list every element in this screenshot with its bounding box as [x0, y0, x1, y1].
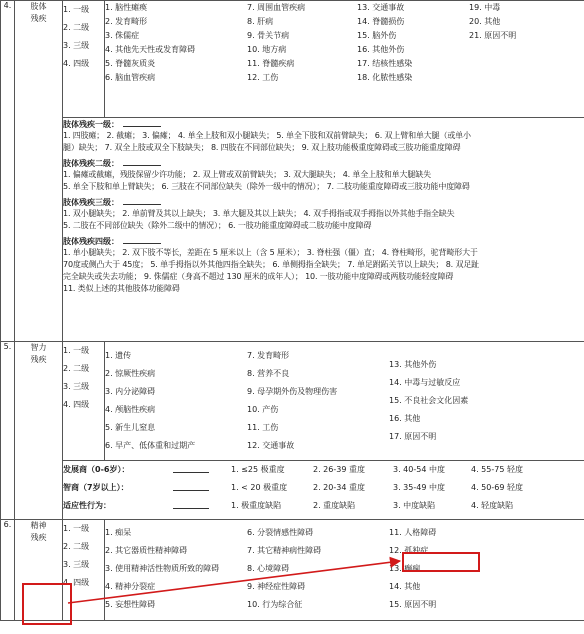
score-option[interactable]: 2. 20-34 重度	[313, 483, 365, 492]
grade-option[interactable]: 1. 一级	[63, 524, 90, 533]
cause-item[interactable]: 17. 结核性感染	[357, 59, 413, 68]
cause-item[interactable]: 3. 内分泌障碍	[105, 387, 156, 396]
cause-item[interactable]: 2. 其它器质性精神障碍	[105, 546, 188, 555]
cause-item[interactable]: 13. 交通事故	[357, 3, 405, 12]
score-label: 智商（7岁以上）：	[63, 483, 129, 492]
cause-item[interactable]: 15. 不良社会文化因素	[389, 396, 469, 405]
cause-item[interactable]: 5. 妄想性障碍	[105, 600, 156, 609]
criteria-heading: 肢体残疾一级：	[63, 118, 584, 130]
cause-item[interactable]: 1. 痴呆	[105, 528, 132, 537]
cause-item[interactable]: 3. 侏儒症	[105, 31, 140, 40]
cause-item[interactable]: 9. 骨关节病	[247, 31, 290, 40]
grade-option[interactable]: 4. 四级	[63, 578, 90, 587]
cause-item[interactable]: 14. 脊髓损伤	[357, 17, 405, 26]
score-label: 适应性行为：	[63, 501, 111, 510]
score-option[interactable]: 4. 50-69 轻度	[471, 483, 523, 492]
grade-option[interactable]: 4. 四级	[63, 400, 90, 409]
score-option[interactable]: 2. 重度缺陷	[313, 501, 356, 510]
criteria-line: 5. 二肢在不同部位缺失（除外二级中的情况）； 6. 一肢功能重度障碍或二肢功能中度障碍	[63, 221, 372, 230]
grade-option[interactable]: 1. 一级	[63, 346, 90, 355]
cause-item[interactable]: 13. 癫痫	[389, 564, 421, 573]
cause-item[interactable]: 10. 地方病	[247, 45, 287, 54]
criteria-heading: 肢体残疾四级：	[63, 235, 584, 247]
score-option[interactable]: 3. 40-54 中度	[393, 465, 445, 474]
grade-option[interactable]: 2. 二级	[63, 364, 90, 373]
cause-item[interactable]: 9. 母孕期外伤及物理伤害	[247, 387, 338, 396]
cause-item[interactable]: 21. 原因不明	[469, 31, 517, 40]
cause-item[interactable]: 10. 行为综合征	[247, 600, 303, 609]
score-option[interactable]: 1. ≤25 极重度	[231, 465, 285, 474]
cause-item[interactable]: 7. 周围血管疾病	[247, 3, 306, 12]
category-label: 精神 残疾	[15, 520, 63, 621]
criteria-line: 11. 类似上述的其他肢体功能障碍	[63, 284, 180, 293]
cause-item[interactable]: 12. 工伤	[247, 73, 279, 82]
cause-item[interactable]: 4. 精神分裂症	[105, 582, 156, 591]
grade-option[interactable]: 2. 二级	[63, 542, 90, 551]
cause-item[interactable]: 20. 其他	[469, 17, 501, 26]
score-option[interactable]: 4. 55-75 轻度	[471, 465, 523, 474]
cause-item[interactable]: 11. 工伤	[247, 423, 279, 432]
grade-option[interactable]: 2. 二级	[63, 23, 90, 32]
grade-option[interactable]: 4. 四级	[63, 59, 90, 68]
cause-item[interactable]: 9. 神经症性障碍	[247, 582, 306, 591]
cause-item[interactable]: 3. 使用精神活性物质所致的障碍	[105, 564, 220, 573]
section-number: 4.	[1, 1, 15, 342]
arrow-line	[68, 561, 400, 603]
cause-item[interactable]: 1. 脑性瘫痪	[105, 3, 148, 12]
cause-item[interactable]: 15. 原因不明	[389, 600, 437, 609]
score-option[interactable]: 4. 轻度缺陷	[471, 501, 514, 510]
criteria-line: 1. 单小腿缺失； 2. 双下肢不等长，差距在 5 厘米以上（含 5 厘米）； 3. 脊柱强（僵）直； 4. 脊柱畸形，驼背畸形大于	[63, 248, 478, 257]
cause-item[interactable]: 10. 产伤	[247, 405, 279, 414]
criteria-line: 1. 四肢瘫； 2. 截瘫； 3. 偏瘫； 4. 单全上肢和双小腿缺失； 5. 单全下肢和双前臂缺失； 6. 双上臂和单大腿（或单小	[63, 131, 471, 140]
grade-option[interactable]: 3. 三级	[63, 41, 90, 50]
cause-item[interactable]: 6. 早产、低体重和过期产	[105, 441, 196, 450]
score-option[interactable]: 3. 中度缺陷	[393, 501, 436, 510]
cause-item[interactable]: 6. 分裂情感性障碍	[247, 528, 314, 537]
cause-item[interactable]: 14. 中毒与过敏反应	[389, 378, 461, 387]
cause-item[interactable]: 4. 颅脑性疾病	[105, 405, 156, 414]
criteria-line: 完全缺失或失去功能； 9. 侏儒症（身高不超过 130 厘米的成年人）； 10. 一肢功能中度障碍或两肢功能轻度障碍	[63, 272, 454, 281]
cause-item[interactable]: 8. 肝病	[247, 17, 274, 26]
cause-item[interactable]: 13. 其他外伤	[389, 360, 437, 369]
score-label: 发展商（0-6岁）：	[63, 465, 130, 474]
criteria-line: 70度或侧凸大于 45度； 5. 单手拇指以外其他四指全缺失； 6. 单侧拇指全缺失； 7. 单足跗跖关节以上缺失； 8. 双足趾	[63, 260, 480, 269]
cause-item[interactable]: 12. 交通事故	[247, 441, 295, 450]
cause-item[interactable]: 1. 遗传	[105, 351, 132, 360]
cause-item[interactable]: 19. 中毒	[469, 3, 501, 12]
cause-item[interactable]: 14. 其他	[389, 582, 421, 591]
score-option[interactable]: 2. 26-39 重度	[313, 465, 365, 474]
cause-item[interactable]: 16. 其他	[389, 414, 421, 423]
criteria-line: 5. 单全下肢和单上臂缺失； 6. 三肢在不同部位缺失（除外一级中的情况）； 7. 二肢功能重度障碍或三肢功能中度障碍	[63, 182, 470, 191]
cause-item[interactable]: 8. 营养不良	[247, 369, 290, 378]
grade-option[interactable]: 1. 一级	[63, 5, 90, 14]
category-label: 肢体 残疾	[15, 1, 63, 342]
grade-option[interactable]: 3. 三级	[63, 560, 90, 569]
category-label: 智力 残疾	[15, 342, 63, 520]
score-option[interactable]: 1. < 20 极重度	[231, 483, 288, 492]
cause-item[interactable]: 15. 脑外伤	[357, 31, 397, 40]
cause-item[interactable]: 11. 脊髓疾病	[247, 59, 295, 68]
cause-item[interactable]: 2. 惊厥性疾病	[105, 369, 156, 378]
criteria-heading: 肢体残疾二级：	[63, 157, 584, 169]
criteria-line: 1. 偏瘫或截瘫，残肢保留少许功能； 2. 双上臂或双前臂缺失； 3. 双大腿缺失； 4. 单全上肢和单大腿缺失	[63, 170, 431, 179]
cause-item[interactable]: 16. 其他外伤	[357, 45, 405, 54]
cause-item[interactable]: 17. 原因不明	[389, 432, 437, 441]
grade-option[interactable]: 3. 三级	[63, 382, 90, 391]
cause-item[interactable]: 7. 其它精神病性障碍	[247, 546, 322, 555]
cause-item[interactable]: 4. 其他先天性或发育障碍	[105, 45, 196, 54]
cause-item[interactable]: 7. 发育畸形	[247, 351, 290, 360]
cause-item[interactable]: 6. 脑血管疾病	[105, 73, 156, 82]
section-number: 5.	[1, 342, 15, 520]
criteria-line: 腿）缺失； 7. 双全上肢或双全下肢缺失； 8. 四肢在不同部位缺失； 9. 双上肢功能极重度障碍或三肢功能重度障碍	[63, 143, 461, 152]
cause-item[interactable]: 18. 化脓性感染	[357, 73, 413, 82]
score-option[interactable]: 1. 极重度缺陷	[231, 501, 282, 510]
cause-item[interactable]: 12. 孤独症	[389, 546, 429, 555]
score-option[interactable]: 3. 35-49 中度	[393, 483, 445, 492]
cause-item[interactable]: 11. 人格障碍	[389, 528, 437, 537]
cause-item[interactable]: 8. 心境障碍	[247, 564, 290, 573]
criteria-heading: 肢体残疾三级：	[63, 196, 584, 208]
cause-item[interactable]: 5. 新生儿窒息	[105, 423, 156, 432]
criteria-line: 1. 双小腿缺失； 2. 单前臂及其以上缺失； 3. 单大腿及其以上缺失； 4. 双手拇指或双手拇指以外其他手指全缺失	[63, 209, 455, 218]
cause-item[interactable]: 5. 脊髓灰质炎	[105, 59, 156, 68]
cause-item[interactable]: 2. 发育畸形	[105, 17, 148, 26]
section-number: 6.	[1, 520, 15, 621]
